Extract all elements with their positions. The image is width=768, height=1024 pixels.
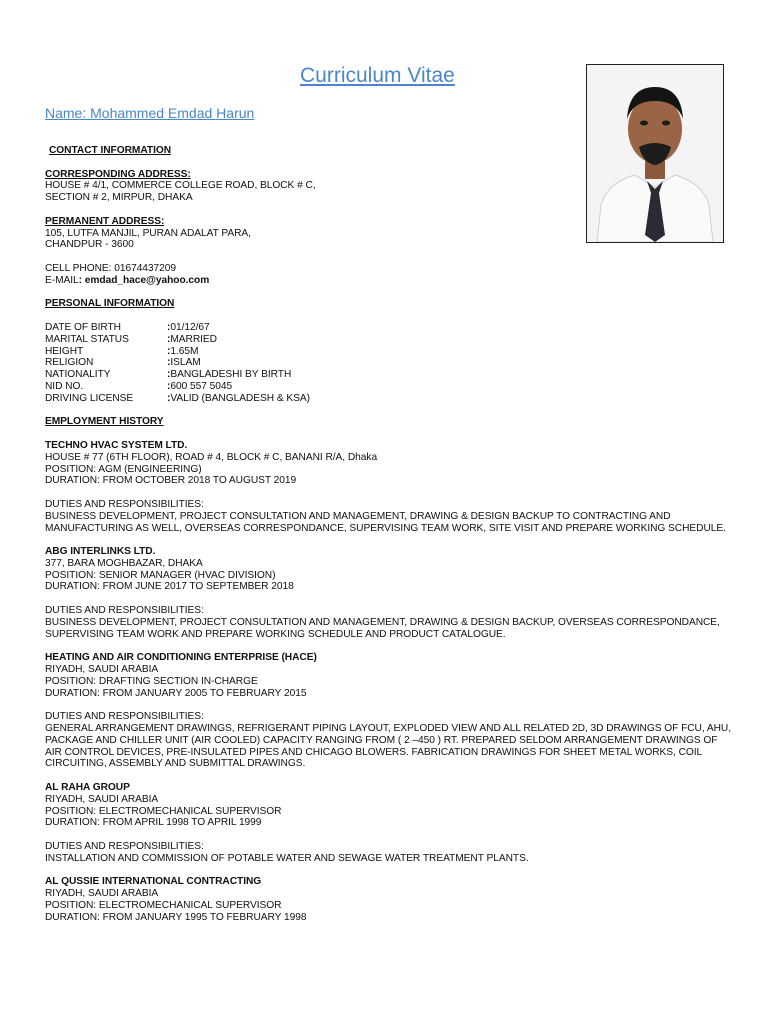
personal-colon: : <box>167 357 171 369</box>
personal-colon: : <box>167 345 171 357</box>
job-company: HEATING AND AIR CONDITIONING ENTERPRISE (HACE) <box>45 652 317 664</box>
job-duration: DURATION: FROM APRIL 1998 TO APRIL 1999 <box>45 817 262 829</box>
permanent-address-heading: PERMANENT ADDRESS: <box>45 215 165 227</box>
job-location: 377, BARA MOGHBAZAR, DHAKA <box>45 557 203 569</box>
job-company: AL RAHA GROUP <box>45 782 130 794</box>
corresponding-address-heading: CORRESPONDING ADDRESS: <box>45 168 191 180</box>
job-position: POSITION: ELECTROMECHANICAL SUPERVISOR <box>45 805 282 817</box>
job-duration: DURATION: FROM JUNE 2017 TO SEPTEMBER 2018 <box>45 581 294 593</box>
personal-row <box>45 369 735 381</box>
job-duties-label: DUTIES AND RESPONSIBILITIES: <box>45 841 204 853</box>
personal-label: NATIONALITY <box>45 369 111 381</box>
personal-colon: : <box>167 321 171 333</box>
job-duties-label: DUTIES AND RESPONSIBILITIES: <box>45 498 204 510</box>
personal-value: ISLAM <box>170 357 201 369</box>
personal-label: DRIVING LICENSE <box>45 392 134 404</box>
job-location: RIYADH, SAUDI ARABIA <box>45 664 159 676</box>
personal-colon: : <box>167 333 171 345</box>
personal-label: MARITAL STATUS <box>45 333 129 345</box>
personal-value: MARRIED <box>170 333 217 345</box>
employment-heading: EMPLOYMENT HISTORY <box>45 416 164 428</box>
personal-value: VALID (BANGLADESH & KSA) <box>170 392 310 404</box>
job-duties: BUSINESS DEVELOPMENT, PROJECT CONSULTATION AND MANAGEMENT, DRAWING & DESIGN BACKUP TO CONTRACTING AND MANUFACTURING AS WELL, OVERSEAS CORRESPONDANCE, SUPERVISING TEAM WORK, SITE VISIT AND PREPARE WORKING SCHEDULE. <box>45 510 726 534</box>
personal-row <box>45 357 735 369</box>
personal-row <box>45 334 735 346</box>
job-company: ABG INTERLINKS LTD. <box>45 546 156 558</box>
personal-label: HEIGHT <box>45 345 84 357</box>
cv-body <box>45 145 735 924</box>
personal-label: RELIGION <box>45 357 94 369</box>
personal-label: NID NO. <box>45 380 84 392</box>
personal-row <box>45 346 735 358</box>
job-duration: DURATION: FROM OCTOBER 2018 TO AUGUST 2019 <box>45 475 297 487</box>
personal-value: BANGLADESHI BY BIRTH <box>170 369 292 381</box>
job-duration: DURATION: FROM JANUARY 2005 TO FEBRUARY 2015 <box>45 687 307 699</box>
corresponding-address-line-1: HOUSE # 4/1, COMMERCE COLLEGE ROAD, BLOCK # C, <box>45 180 316 192</box>
document-title: Curriculum Vitae <box>300 64 455 87</box>
personal-colon: : <box>167 392 171 404</box>
personal-heading: PERSONAL INFORMATION <box>45 298 175 310</box>
job-company: AL QUSSIE INTERNATIONAL CONTRACTING <box>45 876 262 888</box>
email-line <box>45 275 735 287</box>
job-position: POSITION: DRAFTING SECTION IN-CHARGE <box>45 675 258 687</box>
job-duration: DURATION: FROM JANUARY 1995 TO FEBRUARY 1998 <box>45 911 307 923</box>
permanent-address-line-2: CHANDPUR - 3600 <box>45 239 134 251</box>
personal-value: 1.65M <box>170 345 199 357</box>
personal-row <box>45 393 735 405</box>
cell-phone: CELL PHONE: 01674437209 <box>45 262 176 274</box>
email-label: E-MAIL <box>45 274 79 286</box>
email-value: : emdad_hace@yahoo.com <box>78 274 210 286</box>
personal-colon: : <box>167 369 171 381</box>
job-duties-label: DUTIES AND RESPONSIBILITIES: <box>45 711 204 723</box>
personal-row <box>45 322 735 334</box>
job-location: RIYADH, SAUDI ARABIA <box>45 888 159 900</box>
job-position: POSITION: ELECTROMECHANICAL SUPERVISOR <box>45 900 282 911</box>
job-location: HOUSE # 77 (6TH FLOOR), ROAD # 4, BLOCK # C, BANANI R/A, Dhaka <box>45 451 378 463</box>
job-duties: GENERAL ARRANGEMENT DRAWINGS, REFRIGERANT PIPING LAYOUT, EXPLODED VIEW AND ALL RELATED 2D, 3D DRAWINGS OF FCU, AHU, PACKAGE AND CHILLER UNIT (AIR COOLED) CAPACITY RANGING FROM ( 2 –450 ) RT. PREPARED SELDOM ARRANGEMENT DRAWINGS OF AIR CONTROL DEVICES, PRE-INSULATED PIPES AND CHICAGO BLOWERS. FABRICATION DRAWINGS FOR SHEET METAL WORKS, COIL CIRCUITING, ASSEMBLY AND SUBMITTAL DRAWINGS. <box>45 723 731 770</box>
job-duties: BUSINESS DEVELOPMENT, PROJECT CONSULTATION AND MANAGEMENT, DRAWING & DESIGN BACKUP, OVERSEAS CORRESPONDANCE, SUPERVISING TEAM WORK AND PREPARE WORKING SCHEDULE AND PRODUCT CATALOGUE. <box>45 616 720 640</box>
job-position: POSITION: SENIOR MANAGER (HVAC DIVISION) <box>45 569 276 581</box>
personal-value: 01/12/67 <box>170 321 210 333</box>
job-duties: INSTALLATION AND COMMISSION OF POTABLE WATER AND SEWAGE WATER TREATMENT PLANTS. <box>45 852 529 864</box>
corresponding-address-line-2: SECTION # 2, MIRPUR, DHAKA <box>45 192 193 204</box>
personal-row <box>45 381 735 393</box>
job-duties-label: DUTIES AND RESPONSIBILITIES: <box>45 605 204 617</box>
contact-heading: CONTACT INFORMATION <box>49 145 172 156</box>
personal-value: 600 557 5045 <box>170 380 233 392</box>
candidate-name: Name: Mohammed Emdad Harun <box>45 105 255 121</box>
personal-label: DATE OF BIRTH <box>45 321 121 333</box>
job-location: RIYADH, SAUDI ARABIA <box>45 793 159 805</box>
job-company: TECHNO HVAC SYSTEM LTD. <box>45 439 188 451</box>
personal-colon: : <box>167 380 171 392</box>
job-position: POSITION: AGM (ENGINEERING) <box>45 463 202 475</box>
permanent-address-line-1: 105, LUTFA MANJIL, PURAN ADALAT PARA, <box>45 227 251 239</box>
